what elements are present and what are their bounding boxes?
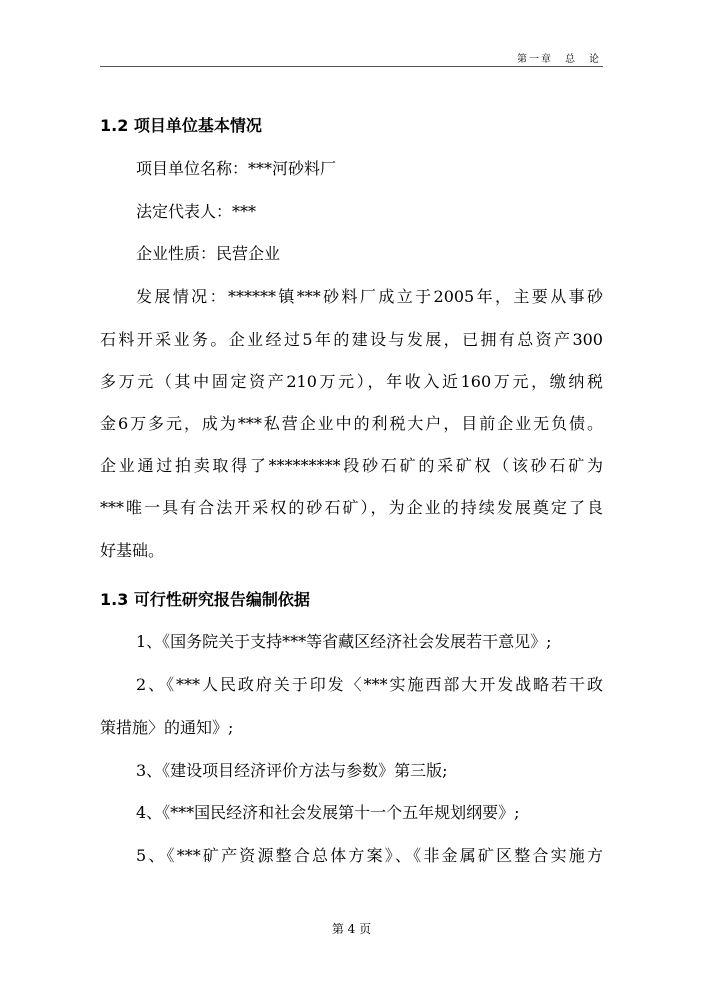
basis-item-4: 4、《***国民经济和社会发展第十一个五年规划纲要》;	[136, 803, 520, 822]
page-header	[100, 50, 603, 67]
chapter-label: 第一章	[517, 54, 553, 65]
basis-item-5: 5、《***矿产资源整合总体方案》、《非金属矿区整合实施方	[136, 846, 603, 865]
basis-item-1: 1、《国务院关于支持***等省藏区经济社会发展若干意见》;	[136, 632, 552, 651]
enterprise-nature: 企业性质：民营企业	[136, 244, 281, 263]
development-line-5: 企业通过拍卖取得了*********段砂石矿的采矿权（该砂石矿为	[100, 456, 603, 475]
section-heading-1-3: 1.3 可行性研究报告编制依据	[100, 590, 310, 609]
development-line-4: 金6万多元，成为***私营企业中的利税大户，目前企业无负债。	[100, 414, 603, 433]
chapter-title-part1: 总	[565, 54, 577, 65]
development-line-1: 发展情况：******镇***砂料厂成立于2005年，主要从事砂	[136, 287, 603, 306]
chapter-title-part2: 论	[589, 54, 601, 65]
section-heading-1-2: 1.2 项目单位基本情况	[100, 116, 262, 135]
development-line-6: ***唯一具有合法开采权的砂石矿），为企业的持续发展奠定了良	[100, 498, 603, 517]
basis-item-3: 3、《建设项目经济评价方法与参数》第三版;	[136, 761, 448, 780]
project-unit-name: 项目单位名称：***河砂料厂	[136, 159, 337, 178]
basis-item-2-cont: 策措施〉的通知》;	[100, 718, 234, 737]
legal-representative: 法定代表人：***	[136, 202, 257, 221]
development-line-3: 多万元（其中固定资产210万元），年收入近160万元，缴纳税	[100, 372, 603, 391]
page-number: 第 4 页	[331, 922, 372, 936]
development-line-7: 好基础。	[100, 541, 165, 560]
development-line-2: 石料开采业务。企业经过5年的建设与发展，已拥有总资产300	[100, 330, 603, 349]
chapter-header-text	[517, 50, 601, 65]
basis-item-2: 2、《***人民政府关于印发〈***实施西部大开发战略若干政	[136, 675, 603, 694]
